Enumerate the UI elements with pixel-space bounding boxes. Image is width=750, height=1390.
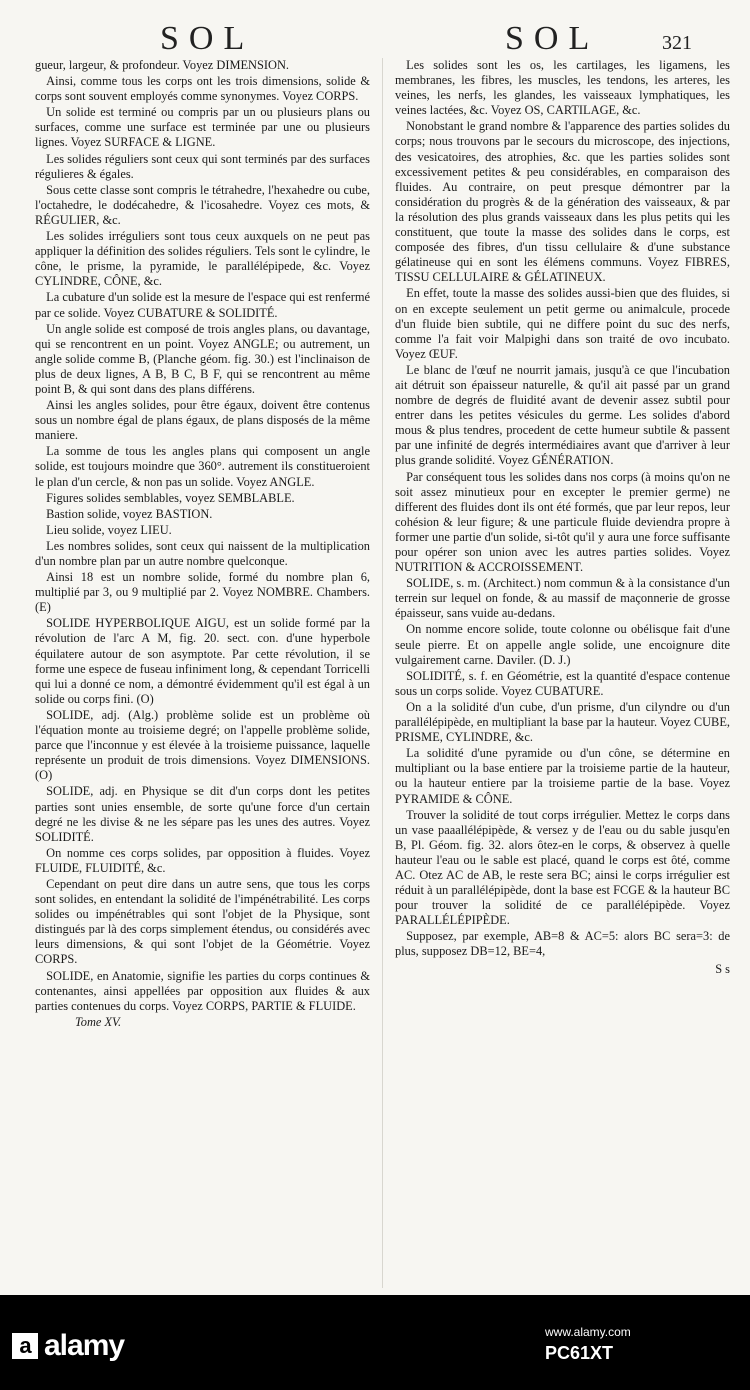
volume-footer: Tome XV. <box>75 1014 122 1029</box>
paragraph: Le blanc de l'œuf ne nourrit jamais, jusqu'à ce que l'incubation ait détruit son épaisseur naturelle, & qu'il ait passé par un grand nombre de degrés de fluidité avant de devenir assez subtil pour entrer dans les petites vésicules du germe. Les solides d'abord mous & plus tendres, procedent de cette humeur subtile & passent par une infinité de degrés intermédiaires avant que d'arriver à leur plus grande solidité. Voyez GÉNÉRATION. <box>395 362 730 468</box>
alamy-logo-text: alamy <box>44 1329 125 1362</box>
paragraph: Figures solides semblables, voyez SEMBLABLE. <box>46 490 295 505</box>
paragraph: Sous cette classe sont compris le tétrahedre, l'hexahedre ou cube, l'octahedre, le dodécahedre, & l'icosahedre. Voyez ces mots, & RÉGULIER, &c. <box>35 182 370 227</box>
right-running-head: SOL <box>505 20 600 57</box>
paragraph: La somme de tous les angles plans qui composent un angle solide, est toujours moindre que 360°. autrement ils constitueroient le plan d'un cercle, & non pas un solide. Voyez ANGLE. <box>35 444 370 489</box>
paragraph: Un solide est terminé ou compris par un ou plusieurs plans ou surfaces, comme une surface est terminée par une ou plusieurs lignes. Voyez SURFACE & LIGNE. <box>35 105 370 150</box>
watermark-bar <box>0 1295 750 1390</box>
paragraph: La cubature d'un solide est la mesure de l'espace qui est renfermé par ce solide. Voyez CUBATURE & SOLIDITÉ. <box>35 290 370 320</box>
column-divider <box>382 58 383 1288</box>
paragraph: Les solides irréguliers sont tous ceux auxquels on ne peut pas appliquer la définition des solides réguliers. Tels sont le cylindre, le cône, le prisme, la pyramide, le parallélépipede, &c. Voyez CYLINDRE, CÔNE, &c. <box>35 229 370 289</box>
paragraph: La solidité d'une pyramide ou d'un cône, se détermine en multipliant ou la base entiere par la troisieme partie de la hauteur, ou la hauteur entiere par la troisieme partie de la base. Voyez PYRAMIDE & CÔNE. <box>395 746 730 806</box>
paragraph: Ainsi 18 est un nombre solide, formé du nombre plan 6, multiplié par 3, ou 9 multiplié par 2. Voyez NOMBRE. Chambers. (E) <box>35 570 370 615</box>
paragraph: Ainsi, comme tous les corps ont les trois dimensions, solide & corps sont souvent employés comme synonymes. Voyez CORPS. <box>35 74 370 104</box>
right-column <box>395 58 730 978</box>
paragraph: Lieu solide, voyez LIEU. <box>46 522 172 537</box>
paragraph: Trouver la solidité de tout corps irrégulier. Mettez le corps dans un vase paaallélépipède, & versez y de l'eau ou du sable jusqu'en B, Pl. Géom. fig. 32. alors ôtez-en le corps, & observez à quelle hauteur l'eau ou le sable est placé, quand le corps est ôté, comme AC. Otez AC de AB, le reste sera BC; ainsi le corps irrégulier est réduit à un parallélépipède, dont la base est FCGE & la hauteur BC pour trouver la solidité de ce parallélépipède. Voyez PARALLÉLÉPIPÈDE. <box>395 807 730 928</box>
paragraph: Les solides réguliers sont ceux qui sont terminés par des surfaces régulieres & égales. <box>35 151 370 181</box>
paragraph: SOLIDITÉ, s. f. en Géométrie, est la quantité d'espace contenue sous un corps solide. Voyez CUBATURE. <box>395 668 730 698</box>
alamy-logo <box>12 1329 124 1363</box>
paragraph: SOLIDE, en Anatomie, signifie les parties du corps continues & contenantes, ainsi appellées par opposition aux fluides & aux parties contenues du corps. Voyez CORPS, PARTIE & FLUIDE. <box>35 968 370 1013</box>
paragraph: Un angle solide est composé de trois angles plans, ou davantage, qui se rencontrent en un point. Voyez ANGLE; ou autrement, un angle solide comme B, (Planche géom. fig. 30.) est l'inclinaison de plus de deux lignes, A B, B C, B F, qui se rencontrent au même point B, & qui sont dans des plans différens. <box>35 321 370 396</box>
paragraph: On nomme encore solide, toute colonne ou obélisque fait d'une seule pierre. Et on appelle angle solide, une encoignure dite vulgairement carne. Daviler. (D. J.) <box>395 622 730 667</box>
left-running-head: SOL <box>160 20 255 57</box>
paragraph: Supposez, par exemple, AB=8 & AC=5: alors BC sera=3: de plus, supposez DB=12, BE=4, <box>395 929 730 959</box>
paragraph: SOLIDE, adj. en Physique se dit d'un corps dont les petites parties sont unies ensemble, de sorte qu'une force d'un certain degré ne les divise & ne les sépare pas les unes des autres. Voyez SOLIDITÉ. <box>35 784 370 844</box>
paragraph: SOLIDE, s. m. (Architect.) nom commun & à la consistance d'un terrein sur lequel on fonde, & au massif de maçonnerie de grosse épaisseur, sans vuide au-dedans. <box>395 576 730 621</box>
paragraph: Cependant on peut dire dans un autre sens, que tous les corps sont solides, en entendant la solidité de l'impénétrabilité. Les corps solides ou impénétrables qui sont l'objet de la Physique, sont distingués par là des corps simplement étendus, ou considérés avec leurs dimensions, & qui sont l'objet de la Géométrie. Voyez CORPS. <box>35 876 370 967</box>
left-column <box>35 58 370 1031</box>
paragraph: Les nombres solides, sont ceux qui naissent de la multiplication d'un nombre plan par un autre nombre quelconque. <box>35 538 370 568</box>
paragraph: SOLIDE, adj. (Alg.) problème solide est un problème où l'équation monte au troisieme degré; on l'appelle problème solide, parce que l'inconnue y est élevée à la troisieme puissance, laquelle représente un produit de trois dimensions. Voyez DIMENSIONS. (O) <box>35 707 370 783</box>
running-head <box>0 18 750 58</box>
paragraph: Ainsi les angles solides, pour être égaux, doivent être contenus sous un nombre égal de plans égaux, de plans disposés de la même maniere. <box>35 398 370 443</box>
paragraph: Par conséquent tous les solides dans nos corps (à moins qu'on ne soit assez minutieux pour en excepter le premier germe) ne different des fluides dont ils ont été formés, que par leur repos, leur cohésion & leur figure; & une particule fluide deviendra propre à former une partie d'un solide, si-tôt qu'il y aura une force suffisante pour opérer son union avec les autres parties solides. Voyez NUTRITION & ACCROISSEMENT. <box>395 469 730 575</box>
signature-mark: S s <box>715 961 730 976</box>
paragraph: Bastion solide, voyez BASTION. <box>46 506 213 521</box>
paragraph: En effet, toute la masse des solides aussi-bien que des fluides, si on en excepte seulement un petit germe ou animalcule, procede d'un fluide bien subtile, qui ne differe point du suc des nerfs, comme l'a fait voir Malpighi dans son traité de ovo incubato. Voyez ŒUF. <box>395 286 730 361</box>
alamy-logo-mark-icon: a <box>12 1333 38 1359</box>
page-number: 321 <box>662 32 692 54</box>
paragraph: On a la solidité d'un cube, d'un prisme, d'un cilyndre ou d'un parallélépipède, en multipliant la base par la hauteur. Voyez CUBE, PRISME, CYLINDRE, &c. <box>395 699 730 745</box>
watermark-image-id: PC61XT <box>545 1343 614 1363</box>
paragraph: gueur, largeur, & profondeur. Voyez DIMENSION. <box>35 58 289 72</box>
paragraph: Les solides sont les os, les cartilages, les ligamens, les membranes, les fibres, les muscles, les tendons, les arteres, les veines, les nerfs, les glandes, les vaisseaux lymphatiques, les veines lactées, &c. Voyez OS, CARTILAGE, &c. <box>395 58 730 118</box>
paragraph: SOLIDE HYPERBOLIQUE AIGU, est un solide formé par la révolution de l'arc A M, fig. 20. sect. con. d'une hyperbole équilatere autour de son asymptote. Par cette révolution, il se forme une espece de fuseau infiniment long, & cependant Torricelli qui lui a donné ce nom, a démontré évidemment qu'il est égal à un solide ou corps fini. (O) <box>35 616 370 706</box>
watermark-site: www.alamy.com <box>545 1325 631 1339</box>
paragraph: Nonobstant le grand nombre & l'apparence des parties solides du corps; nous trouvons par le secours du microscope, des injections, des vesicatoires, des atrophies, &c. que les parties solides sont excessivement petites & peu considérables, en comparaison des fluides. Au contraire, on peut presque démontrer par la considération du progrès & de la génération des vaisseaux, & par la résolution des plus grands vaisseaux dans les plus petits qui les constituent, que toute la masse des solides dans le corps, est composée des fibres, d'un tissu cellulaire & d'une substance gélatineuse qui en sont les élémens communs. Voyez FIBRES, TISSU CELLULAIRE & GÉLATINEUX. <box>395 119 730 285</box>
paragraph: On nomme ces corps solides, par opposition à fluides. Voyez FLUIDE, FLUIDITÉ, &c. <box>35 845 370 875</box>
